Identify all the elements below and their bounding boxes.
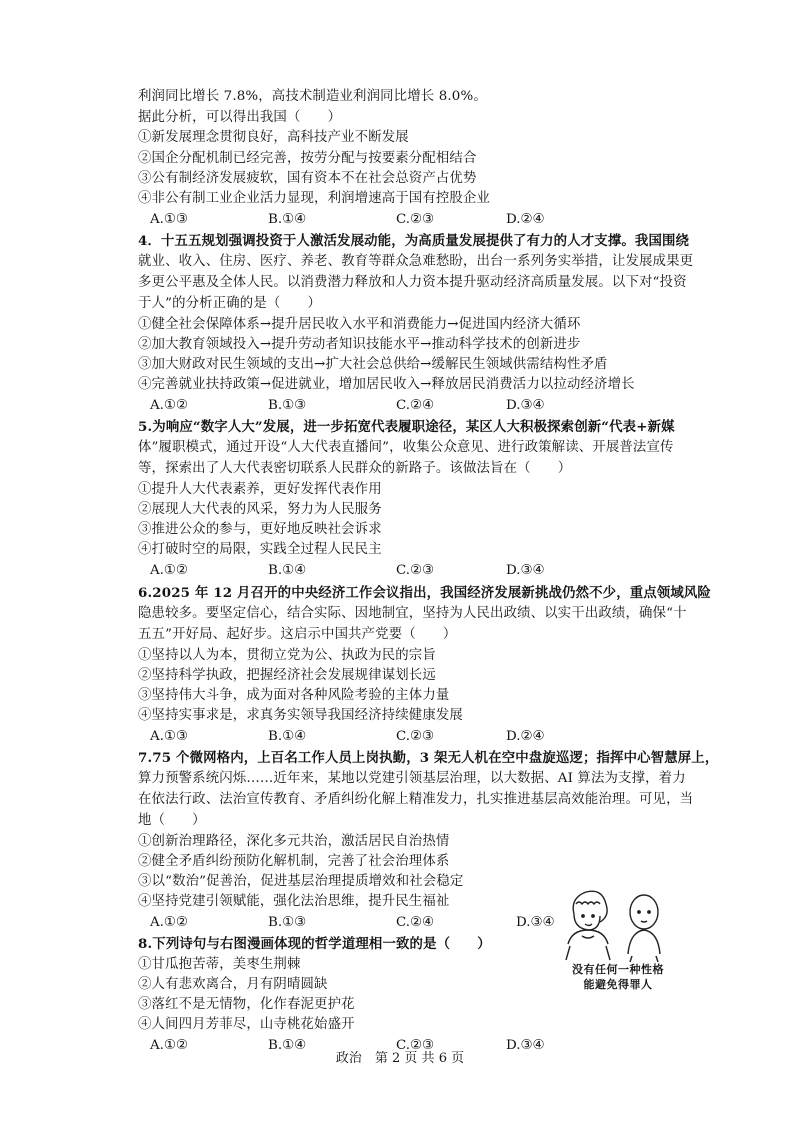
option-c: C.②④ bbox=[396, 915, 435, 930]
text-line: 利润同比增长 7.8%，高技术制造业利润同比增长 8.0%。 bbox=[138, 89, 487, 104]
option-b: B.①③ bbox=[268, 915, 307, 930]
question-7-stem: 7.75 个微网格内，上百名工作人员上岗执勤，3 架无人机在空中盘旋巡逻；指挥中心智慧屏上， bbox=[138, 750, 719, 766]
option-c: C.②④ bbox=[396, 398, 435, 413]
option-b: B.①④ bbox=[268, 212, 307, 227]
question-6-stem: 6.2025 年 12 月召开的中央经济工作会议指出，我国经济发展新挑战仍然不少，重点领域风险 bbox=[138, 585, 711, 601]
option-b: B.①④ bbox=[268, 729, 307, 744]
answer-options-q5 bbox=[150, 562, 580, 580]
question-5-stem: 5.为响应“数字人大”发展，进一步拓宽代表履职途径，某区人大积极探索创新“代表+新媒 bbox=[138, 419, 675, 435]
option-a: A.①② bbox=[150, 915, 188, 930]
choice-line: ②坚持科学执政，把握经济社会发展规律谋划长远 bbox=[138, 668, 436, 683]
caption-line: 没有任何一种性格 bbox=[572, 963, 664, 976]
option-d: D.③④ bbox=[516, 915, 555, 930]
text-line: 等，探索出了人大代表密切联系人民群众的新路子。该做法旨在（ ） bbox=[138, 461, 572, 476]
option-d: D.③④ bbox=[506, 1038, 545, 1053]
choice-line: ②国企分配机制已经完善，按劳分配与按要素分配相结合 bbox=[138, 151, 477, 166]
choice-line: ③落红不是无情物，化作春泥更护花 bbox=[138, 997, 355, 1012]
text-line: 隐患较多。要坚定信心，结合实际、因地制宜，坚持为人民出政绩、以实干出政绩，确保“十 bbox=[138, 606, 687, 621]
choice-line: ③以“数治”促善治，促进基层治理提质增效和社会稳定 bbox=[138, 874, 464, 889]
answer-options-q3 bbox=[150, 211, 580, 229]
caption-line: 能避免得罪人 bbox=[583, 978, 653, 991]
option-c: C.②③ bbox=[396, 729, 435, 744]
text-line: 于人”的分析正确的是（ ） bbox=[138, 296, 322, 311]
option-a: A.①③ bbox=[150, 729, 188, 744]
question-4-stem: 4．十五五规划强调投资于人激活发展动能，为高质量发展提供了有力的人才支撑。我国围绕 bbox=[138, 233, 690, 249]
choice-line: ③加大财政对民生领域的支出→扩大社会总供给→缓解民生领域供需结构性矛盾 bbox=[138, 357, 608, 372]
text-line: 体”履职模式，通过开设“人大代表直播间”，收集公众意见、进行政策解读、开展普法宣传 bbox=[138, 440, 674, 455]
option-d: D.②④ bbox=[506, 729, 545, 744]
option-b: B.①④ bbox=[268, 563, 307, 578]
option-c: C.②③ bbox=[396, 1038, 435, 1053]
text-line: 多更公平惠及全体人民。以消费潜力释放和人力资本提升驱动经济高质量发展。以下对“投资 bbox=[138, 275, 687, 290]
answer-options-q6 bbox=[150, 728, 580, 746]
option-a: A.①② bbox=[150, 1038, 188, 1053]
choice-line: ④人间四月芳菲尽，山寺桃花始盛开 bbox=[138, 1017, 355, 1032]
choice-line: ①坚持以人为本，贯彻立党为公、执政为民的宗旨 bbox=[138, 648, 436, 663]
choice-line: ②健全矛盾纠纷预防化解机制，完善了社会治理体系 bbox=[138, 854, 450, 869]
text-line: 算力预警系统闪烁……近年来，某地以党建引领基层治理，以大数据、AI 算法为支撑，着力 bbox=[138, 771, 686, 786]
choice-line: ②展现人大代表的风采，努力为人民服务 bbox=[138, 502, 382, 517]
answer-options-q7 bbox=[150, 914, 580, 932]
text-line: 在依法行政、法治宣传教育、矛盾纠纷化解上精准发力，扎实推进基层高效能治理。可见，当 bbox=[138, 792, 694, 807]
option-a: A.①② bbox=[150, 398, 188, 413]
text-line: 五五”开好局、起好步。这启示中国共产党要（ ） bbox=[138, 627, 457, 642]
option-c: C.②③ bbox=[396, 563, 435, 578]
choice-line: ①新发展理念贯彻良好，高科技产业不断发展 bbox=[138, 130, 409, 145]
choice-line: ④非公有制工业企业活力显现，利润增速高于国有控股企业 bbox=[138, 191, 491, 206]
choice-line: ②加大教育领域投入→提升劳动者知识技能水平→推动科学技术的创新进步 bbox=[138, 337, 581, 352]
option-b: B.①③ bbox=[268, 398, 307, 413]
choice-line: ④完善就业扶持政策→促进就业，增加居民收入→释放居民消费活力以拉动经济增长 bbox=[138, 377, 635, 392]
choice-line: ②人有悲欢离合，月有阴晴圆缺 bbox=[138, 977, 328, 992]
option-d: D.②④ bbox=[506, 212, 545, 227]
cartoon-caption bbox=[548, 962, 688, 992]
choice-line: ③公有制经济发展疲软，国有资本不在社会总资产占优势 bbox=[138, 171, 477, 186]
choice-line: ①甘瓜抱苦蒂，美枣生荆棘 bbox=[138, 957, 301, 972]
cartoon-figures-drawing bbox=[552, 884, 682, 964]
text-line: 据此分析，可以得出我国（ ） bbox=[138, 110, 342, 125]
choice-line: ③坚持伟大斗争，成为面对各种风险考验的主体力量 bbox=[138, 688, 450, 703]
option-d: D.③④ bbox=[506, 563, 545, 578]
choice-line: ④坚持实事求是，求真务实领导我国经济持续健康发展 bbox=[138, 708, 463, 723]
question-8-stem: 8.下列诗句与右图漫画体现的哲学道理相一致的是（ ） bbox=[138, 936, 491, 952]
text-line: 就业、收入、住房、医疗、养老、教育等群众急难愁盼，出台一系列务实举措，让发展成果更 bbox=[138, 254, 694, 269]
choice-line: ①健全社会保障体系→提升居民收入水平和消费能力→促进国内经济大循环 bbox=[138, 317, 581, 332]
choice-line: ①创新治理路径，深化多元共治，激活居民自治热情 bbox=[138, 834, 450, 849]
answer-options-q4 bbox=[150, 397, 580, 415]
option-b: B.①④ bbox=[268, 1038, 307, 1053]
option-a: A.①② bbox=[150, 563, 188, 578]
choice-line: ④打破时空的局限，实践全过程人民民主 bbox=[138, 542, 382, 557]
page-footer: 政治 第 2 页 共 6 页 bbox=[335, 1051, 465, 1066]
option-c: C.②③ bbox=[396, 212, 435, 227]
choice-line: ③推进公众的参与，更好地反映社会诉求 bbox=[138, 522, 382, 537]
option-a: A.①③ bbox=[150, 212, 188, 227]
choice-line: ④坚持党建引领赋能，强化法治思维，提升民生福祉 bbox=[138, 894, 450, 909]
text-line: 地（ ） bbox=[138, 813, 206, 828]
option-d: D.③④ bbox=[506, 398, 545, 413]
choice-line: ①提升人大代表素养，更好发挥代表作用 bbox=[138, 482, 382, 497]
